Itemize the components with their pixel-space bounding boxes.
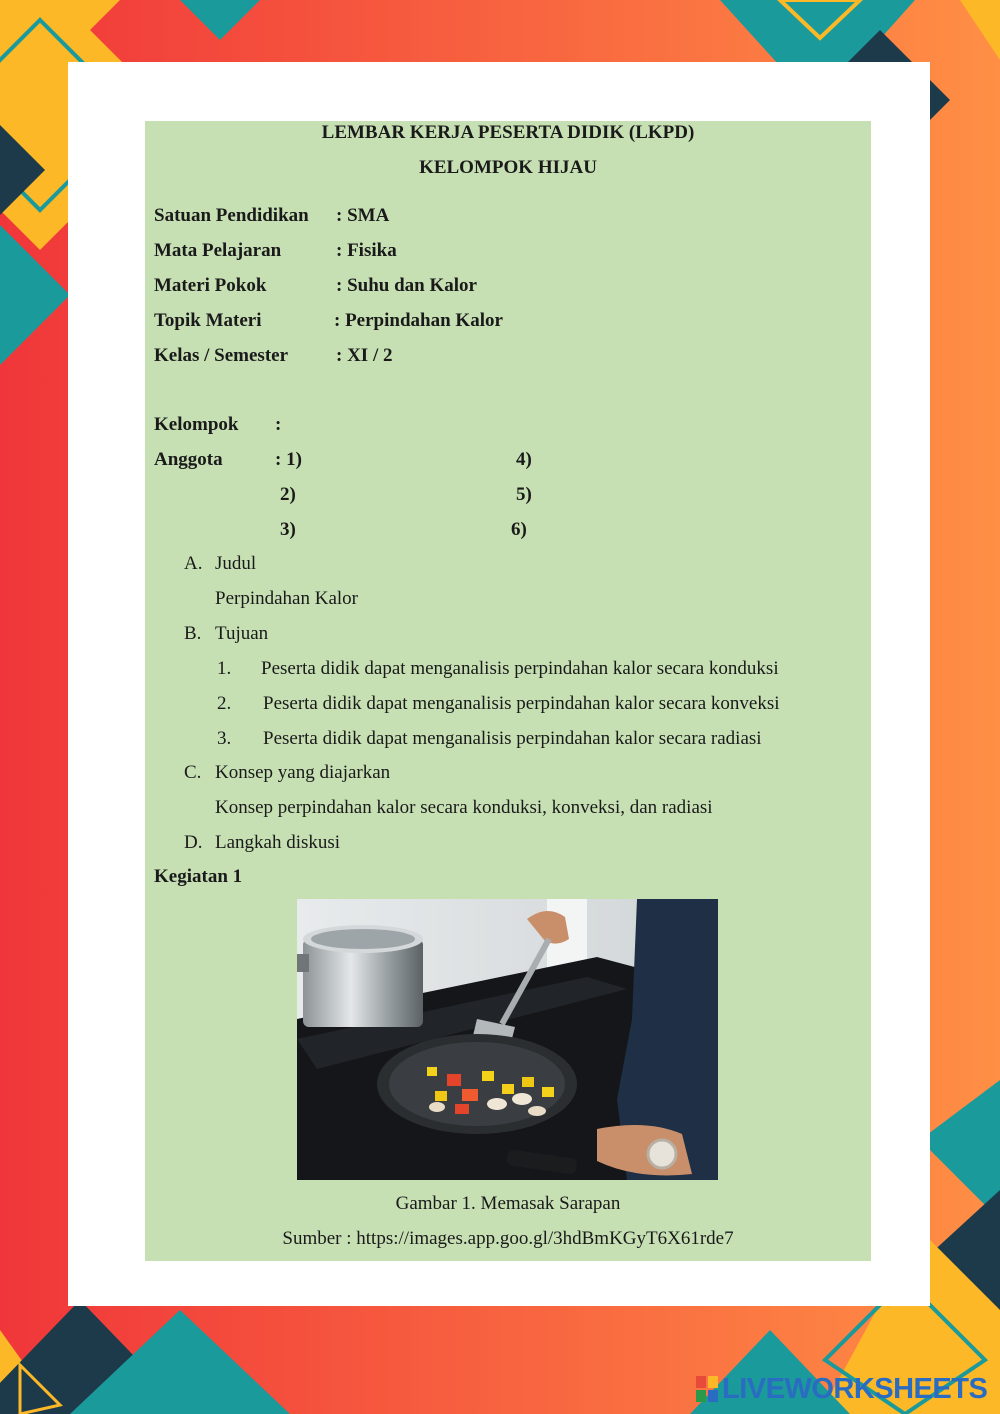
identity-value: : Fisika [336, 240, 397, 261]
watermark-text: LIVEWORKSHEETS [722, 1372, 988, 1405]
identity-value: : XI / 2 [336, 345, 393, 366]
activity-title: Kegiatan 1 [154, 866, 243, 887]
identity-value: : SMA [336, 205, 390, 226]
group-title: KELOMPOK HIJAU [419, 157, 597, 178]
section-marker: A. [184, 553, 203, 574]
goal-text: Peserta didik dapat menganalisis perpindahan kalor secara konveksi [263, 693, 780, 714]
section-title: Tujuan [215, 623, 269, 644]
section-title: Konsep yang diajarkan [215, 762, 391, 783]
figure-source: Sumber : https://images.app.goo.gl/3hdBmKGyT6X61rde7 [282, 1228, 734, 1249]
identity-label: Kelas / Semester [154, 345, 289, 366]
section-title: Judul [215, 553, 257, 574]
member-slot: 5) [516, 484, 532, 505]
identity-label: Mata Pelajaran [154, 240, 282, 261]
kelompok-colon: : [275, 414, 282, 435]
member-slot: 2) [280, 484, 296, 505]
section-body: Perpindahan Kalor [215, 588, 358, 609]
cooking-photo [297, 899, 718, 1180]
member-slot: 4) [516, 449, 532, 470]
goal-number: 1. [217, 658, 232, 679]
section-marker: D. [184, 832, 203, 853]
section-marker: B. [184, 623, 202, 644]
liveworksheets-watermark [696, 1372, 987, 1406]
goal-number: 3. [217, 728, 232, 749]
identity-value: : Perpindahan Kalor [334, 310, 503, 331]
identity-label: Materi Pokok [154, 275, 267, 296]
worksheet-title: LEMBAR KERJA PESERTA DIDIK (LKPD) [321, 122, 695, 143]
member-slot: : 1) [275, 449, 302, 470]
goal-number: 2. [217, 693, 232, 714]
figure-caption: Gambar 1. Memasak Sarapan [395, 1193, 621, 1214]
section-body: Konsep perpindahan kalor secara konduksi, konveksi, dan radiasi [215, 797, 713, 818]
identity-label: Satuan Pendidikan [154, 205, 309, 226]
section-title: Langkah diskusi [215, 832, 341, 853]
member-slot: 6) [511, 519, 527, 540]
anggota-label: Anggota [154, 449, 223, 470]
identity-label: Topik Materi [154, 310, 262, 331]
goal-text: Peserta didik dapat menganalisis perpindahan kalor secara radiasi [263, 728, 762, 749]
kelompok-label: Kelompok [154, 414, 239, 435]
identity-value: : Suhu dan Kalor [336, 275, 477, 296]
liveworksheets-logo-icon [696, 1376, 718, 1402]
member-slot: 3) [280, 519, 296, 540]
section-marker: C. [184, 762, 202, 783]
goal-text: Peserta didik dapat menganalisis perpindahan kalor secara konduksi [261, 658, 779, 679]
